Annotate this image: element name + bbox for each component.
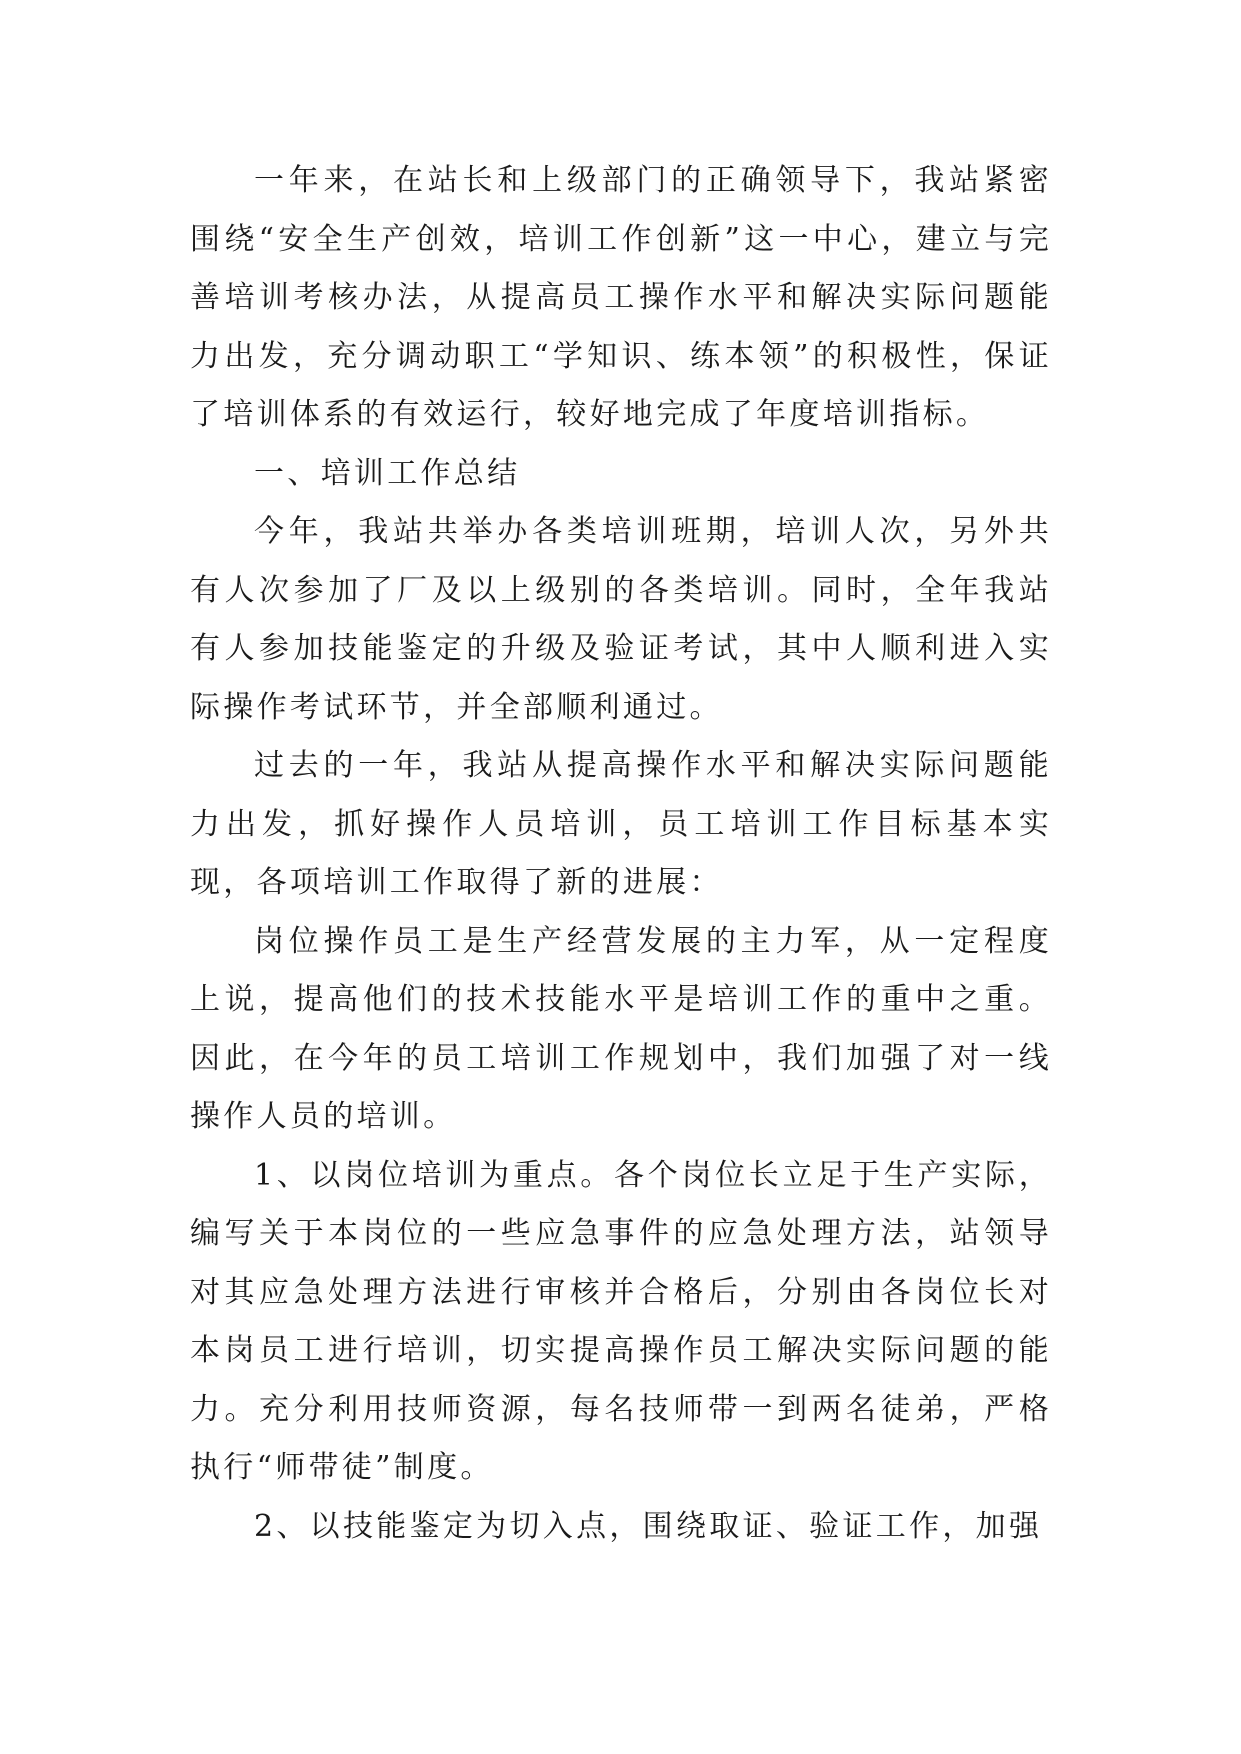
paragraph-item-1: 1、以岗位培训为重点。各个岗位长立足于生产实际，编写关于本岗位的一些应急事件的应急处理方法，站领导对其应急处理方法进行审核并合格后，分别由各岗位长对本岗员工进行培训，切实提高操作员工解决实际问题的能力。充分利用技师资源，每名技师带一到两名徒弟，严格执行“师带徒”制度。	[190, 1157, 1052, 1485]
paragraph-training-stats: 今年，我站共举办各类培训班期，培训人次，另外共有人次参加了厂及以上级别的各类培训。同时，全年我站有人参加技能鉴定的升级及验证考试，其中人顺利进入实际操作考试环节，并全部顺利通过。	[190, 514, 1052, 725]
paragraph-past-year: 过去的一年，我站从提高操作水平和解决实际问题能力出发，抓好操作人员培训，员工培训工作目标基本实现，各项培训工作取得了新的进展：	[190, 748, 1052, 900]
paragraph-intro: 一年来，在站长和上级部门的正确领导下，我站紧密围绕“安全生产创效，培训工作创新”这一中心，建立与完善培训考核办法，从提高员工操作水平和解决实际问题能力出发，充分调动职工“学知识、练本领”的积极性，保证了培训体系的有效运行，较好地完成了年度培训指标。	[190, 163, 1052, 432]
paragraph-frontline-staff: 岗位操作员工是生产经营发展的主力军，从一定程度上说，提高他们的技术技能水平是培训工作的重中之重。因此，在今年的员工培训工作规划中，我们加强了对一线操作人员的培训。	[190, 923, 1052, 1134]
section-heading: 一、培训工作总结	[254, 455, 521, 491]
document-body	[190, 152, 1052, 1556]
paragraph-item-2: 2、以技能鉴定为切入点，围绕取证、验证工作，加强	[254, 1508, 1043, 1544]
